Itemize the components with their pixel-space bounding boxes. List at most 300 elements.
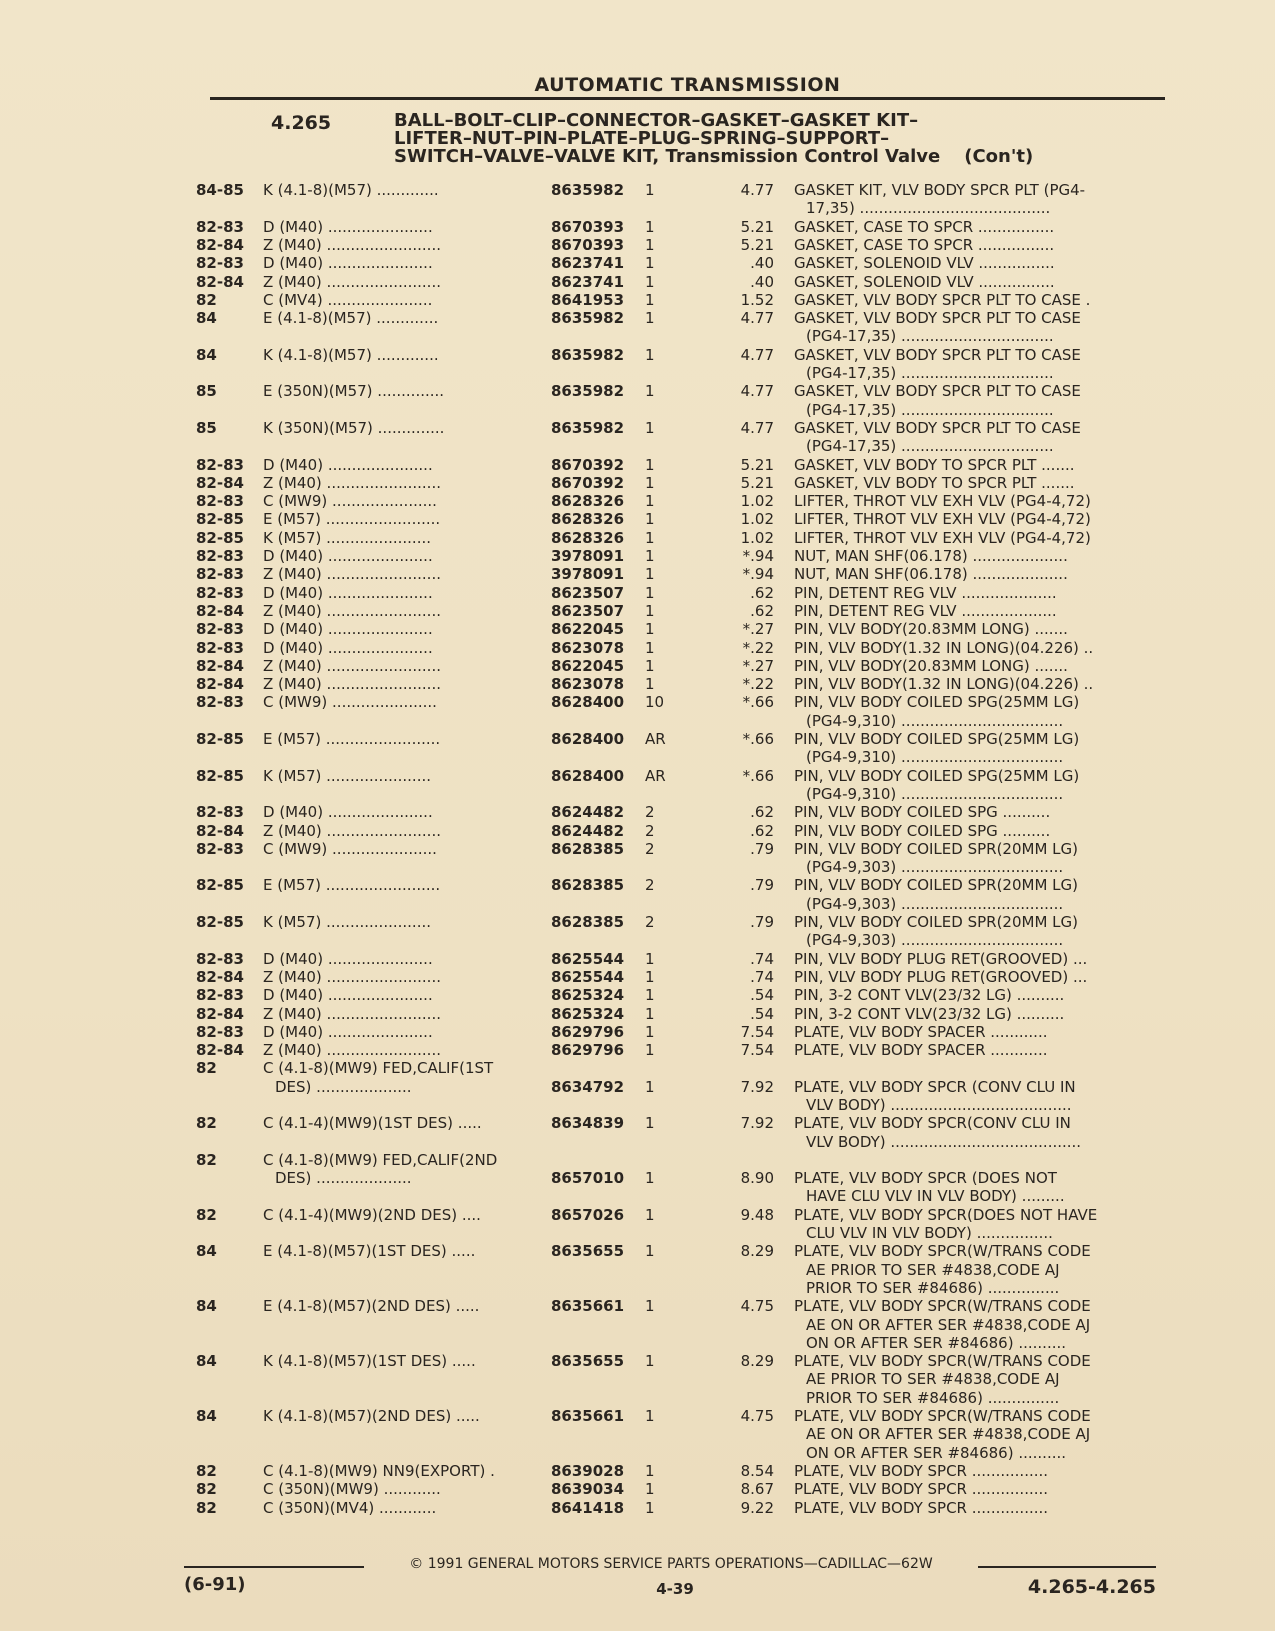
row-quantity: 1 [645, 1004, 655, 1023]
row-part-number: 8623078 [551, 638, 625, 657]
row-description-line: PLATE, VLV BODY SPACER ............ [794, 1041, 1048, 1060]
row-price: 7.92 [740, 1114, 774, 1133]
row-part-number: 8670392 [551, 473, 625, 492]
row-part-number: 8623507 [551, 601, 625, 620]
row-description [794, 1041, 1154, 1059]
row-description [794, 968, 1154, 986]
row-years: 82 [196, 1150, 217, 1169]
row-part-number: 8629796 [551, 1041, 625, 1060]
row-years: 84 [196, 1407, 217, 1426]
row-years: 82-83 [196, 638, 244, 657]
row-part-number: 8628400 [551, 766, 625, 785]
row-description-line: AE ON OR AFTER SER #4838,CODE AJ [806, 1315, 1091, 1334]
row-part-number: 8639034 [551, 1480, 625, 1499]
row-quantity: 1 [645, 510, 655, 529]
table-row [0, 1407, 1275, 1462]
row-part-number: 8623741 [551, 254, 625, 273]
row-description [794, 1480, 1154, 1498]
row-description-line: AE ON OR AFTER SER #4838,CODE AJ [806, 1425, 1091, 1444]
row-description-line: GASKET, VLV BODY TO SPCR PLT ....... [794, 455, 1075, 474]
row-description [794, 840, 1154, 877]
row-price: .79 [750, 913, 774, 931]
row-price: *.22 [742, 638, 774, 657]
table-row [0, 419, 1275, 459]
row-description [794, 309, 1154, 346]
row-quantity: 1 [645, 345, 655, 364]
row-part-number: 8635982 [551, 309, 625, 328]
row-years: 82 [196, 1114, 217, 1133]
row-part-number: 8624482 [551, 803, 625, 822]
row-description-line: PLATE, VLV BODY SPCR (DOES NOT [794, 1169, 1057, 1188]
row-model: C (MW9) ...................... [263, 839, 437, 858]
row-price: 8.90 [740, 1169, 774, 1188]
footer-copyright: © 1991 GENERAL MOTORS SERVICE PARTS OPERATIONS—CADILLAC—62W [409, 1556, 933, 1572]
row-model: C (350N)(MW9) ............ [263, 1480, 441, 1499]
page-header-title: AUTOMATIC TRANSMISSION [534, 74, 841, 96]
row-description-line: PIN, VLV BODY(20.83MM LONG) ....... [794, 620, 1068, 639]
row-model: E (350N)(M57) .............. [263, 382, 445, 401]
row-years: 82-84 [196, 272, 244, 291]
row-part-number: 3978091 [551, 565, 625, 584]
row-part-number: 8628385 [551, 839, 625, 858]
row-model: Z (M40) ........................ [263, 656, 441, 675]
row-description [794, 822, 1154, 840]
row-quantity: 1 [645, 1169, 655, 1188]
row-model: Z (M40) ........................ [263, 1041, 441, 1060]
row-years: 84 [196, 1242, 217, 1261]
row-model: Z (M40) ........................ [263, 1004, 441, 1023]
row-price: *.66 [742, 730, 774, 748]
row-part-number: 3978091 [551, 547, 625, 565]
row-quantity: 1 [645, 1114, 655, 1133]
row-description-line: PIN, VLV BODY(1.32 IN LONG)(04.226) .. [794, 675, 1094, 694]
row-quantity: 1 [645, 1077, 655, 1096]
row-years: 82-84 [196, 967, 244, 986]
row-description-line: PIN, VLV BODY COILED SPG(25MM LG) [794, 693, 1080, 712]
table-row [0, 1352, 1275, 1407]
row-price: .40 [750, 254, 774, 273]
row-part-number: 8634839 [551, 1114, 625, 1133]
row-quantity: 10 [645, 693, 665, 712]
row-description-line: (PG4-9,310) .................................. [806, 711, 1064, 730]
table-row [0, 1150, 1275, 1206]
row-years: 84 [196, 1297, 217, 1316]
row-quantity: 1 [645, 272, 655, 291]
row-price: 4.77 [740, 345, 774, 364]
row-years: 82 [196, 1480, 217, 1499]
row-quantity: 1 [645, 547, 655, 565]
table-row [0, 1206, 1275, 1246]
row-quantity: 1 [645, 638, 655, 657]
row-quantity: 1 [645, 1407, 655, 1426]
row-price: .74 [750, 967, 774, 986]
row-description [794, 382, 1154, 419]
row-description [794, 1078, 1154, 1115]
row-quantity: 1 [645, 1242, 655, 1261]
row-quantity: 1 [645, 1297, 655, 1316]
row-description-line: PIN, VLV BODY(1.32 IN LONG)(04.226) .. [794, 638, 1094, 657]
row-model-line-2: DES) .................... [275, 1077, 412, 1096]
row-model: C (MV4) ...................... [263, 290, 433, 309]
row-part-number: 8625544 [551, 949, 625, 968]
row-part-number: 8622045 [551, 620, 625, 639]
row-model: Z (M40) ........................ [263, 967, 441, 986]
row-price: 4.77 [740, 309, 774, 328]
row-description [794, 565, 1154, 583]
row-description-line: ON OR AFTER SER #84686) .......... [806, 1333, 1067, 1352]
row-model: C (MW9) ...................... [263, 693, 437, 712]
row-years: 82-84 [196, 1041, 244, 1060]
row-quantity: 1 [645, 583, 655, 602]
row-quantity: AR [645, 766, 666, 785]
row-years: 82-84 [196, 656, 244, 675]
row-description [794, 547, 1154, 565]
row-years: 84 [196, 345, 217, 364]
row-price: 7.54 [740, 1041, 774, 1060]
row-model-line-1: C (4.1-8)(MW9) FED,CALIF(2ND [263, 1150, 498, 1169]
row-years: 82-85 [196, 766, 244, 785]
row-description-line: PLATE, VLV BODY SPCR(W/TRANS CODE [794, 1297, 1091, 1316]
row-model: D (M40) ...................... [263, 547, 433, 565]
row-description-line: (PG4-17,35) ................................ [806, 327, 1054, 346]
row-quantity: AR [645, 730, 666, 748]
row-description-line: (PG4-17,35) ................................ [806, 400, 1054, 419]
table-row [0, 1499, 1275, 1539]
row-price: *.66 [742, 766, 774, 785]
table-row [0, 767, 1275, 807]
row-model: K (4.1-8)(M57)(1ST DES) ..... [263, 1352, 476, 1371]
row-years: 82 [196, 1205, 217, 1224]
row-price: .62 [750, 601, 774, 620]
row-description-line: ON OR AFTER SER #84686) .......... [806, 1443, 1067, 1462]
row-description-line: (PG4-9,303) .................................. [806, 894, 1064, 913]
row-years: 82-83 [196, 217, 244, 236]
row-years: 82-83 [196, 693, 244, 712]
row-price: 8.54 [740, 1462, 774, 1480]
row-description [794, 1407, 1154, 1462]
row-years: 82-84 [196, 601, 244, 620]
row-part-number: 8628400 [551, 693, 625, 712]
row-years: 84 [196, 1352, 217, 1371]
section-number: 4.265 [271, 112, 332, 134]
row-years: 82-83 [196, 455, 244, 474]
row-model: C (4.1-8)(MW9) NN9(EXPORT) . [263, 1462, 495, 1480]
row-description-line: PLATE, VLV BODY SPCR(W/TRANS CODE [794, 1407, 1091, 1426]
row-model: Z (M40) ........................ [263, 565, 441, 584]
row-price: 9.22 [740, 1498, 774, 1517]
row-years: 82 [196, 1059, 217, 1078]
row-quantity: 2 [645, 913, 655, 931]
row-part-number: 8635982 [551, 181, 625, 199]
row-description-line: AE PRIOR TO SER #4838,CODE AJ [806, 1260, 1060, 1279]
row-description-line: PIN, VLV BODY(20.83MM LONG) ....... [794, 656, 1068, 675]
table-row [0, 309, 1275, 349]
row-quantity: 1 [645, 656, 655, 675]
row-description-line: PLATE, VLV BODY SPCR ................ [794, 1462, 1049, 1480]
row-model: Z (M40) ........................ [263, 821, 441, 840]
row-model: D (M40) ...................... [263, 620, 433, 639]
row-price: .54 [750, 986, 774, 1005]
row-model [263, 1059, 546, 1096]
row-years: 82-83 [196, 620, 244, 639]
row-description-line: GASKET, VLV BODY TO SPCR PLT ....... [794, 473, 1075, 492]
row-description [794, 1206, 1154, 1243]
row-description-line: (PG4-9,303) .................................. [806, 858, 1064, 877]
row-description-line: GASKET KIT, VLV BODY SPCR PLT (PG4- [794, 181, 1086, 199]
row-part-number: 8625324 [551, 1004, 625, 1023]
row-quantity: 2 [645, 876, 655, 895]
row-years: 82-85 [196, 510, 244, 529]
section-title-line-1: BALL–BOLT–CLIP–CONNECTOR–GASKET–GASKET KIT– [394, 110, 919, 131]
row-part-number: 8628400 [551, 730, 625, 748]
row-part-number: 8641418 [551, 1498, 625, 1517]
row-description-line: 17,35) ........................................ [806, 199, 1051, 218]
row-quantity: 1 [645, 1480, 655, 1499]
row-quantity: 1 [645, 1498, 655, 1517]
row-years: 84 [196, 309, 217, 328]
row-description-line: GASKET, VLV BODY SPCR PLT TO CASE [794, 418, 1081, 437]
row-model: C (MW9) ...................... [263, 492, 437, 511]
row-description [794, 620, 1154, 638]
row-years: 82-83 [196, 1022, 244, 1041]
row-description [794, 1499, 1154, 1517]
row-price: 1.02 [740, 528, 774, 547]
row-description [794, 254, 1154, 272]
row-price: .54 [750, 1004, 774, 1023]
row-price: .79 [750, 839, 774, 858]
row-years: 82-83 [196, 547, 244, 565]
row-years: 82-83 [196, 949, 244, 968]
row-description [794, 474, 1154, 492]
table-row [0, 1114, 1275, 1154]
row-description-line: PRIOR TO SER #84686) ............... [806, 1388, 1060, 1407]
row-description-line: (PG4-17,35) ................................ [806, 363, 1054, 382]
row-quantity: 1 [645, 620, 655, 639]
row-price: 5.21 [740, 455, 774, 474]
row-part-number: 8625324 [551, 986, 625, 1005]
table-row [0, 913, 1275, 953]
row-description-line: PLATE, VLV BODY SPCR ................ [794, 1498, 1049, 1517]
row-description-line: PLATE, VLV BODY SPCR (CONV CLU IN [794, 1077, 1076, 1096]
row-quantity: 1 [645, 1205, 655, 1224]
row-quantity: 1 [645, 1352, 655, 1371]
row-years: 82-83 [196, 986, 244, 1005]
row-description [794, 602, 1154, 620]
row-description [794, 675, 1154, 693]
row-description [794, 657, 1154, 675]
row-model: E (4.1-8)(M57) ............. [263, 309, 439, 328]
row-model: K (M57) ...................... [263, 528, 432, 547]
row-years: 85 [196, 418, 217, 437]
row-description [794, 693, 1154, 730]
row-description-line: GASKET, VLV BODY SPCR PLT TO CASE . [794, 290, 1091, 309]
row-years: 82-84 [196, 1004, 244, 1023]
row-description-line: LIFTER, THROT VLV EXH VLV (PG4-4,72) [794, 492, 1091, 511]
row-description [794, 1462, 1154, 1480]
row-description-line: PIN, VLV BODY COILED SPR(20MM LG) [794, 913, 1078, 931]
row-part-number: 8634792 [551, 1077, 625, 1096]
row-description [794, 236, 1154, 254]
row-part-number: 8635655 [551, 1352, 625, 1371]
row-model: D (M40) ...................... [263, 986, 433, 1005]
row-price: .62 [750, 803, 774, 822]
row-model: Z (M40) ........................ [263, 473, 441, 492]
row-years: 82-83 [196, 254, 244, 273]
row-model: D (M40) ...................... [263, 949, 433, 968]
row-price: .40 [750, 272, 774, 291]
row-quantity: 1 [645, 1022, 655, 1041]
row-part-number: 8628326 [551, 492, 625, 511]
row-quantity: 1 [645, 217, 655, 236]
row-part-number: 8623741 [551, 272, 625, 291]
row-model: E (4.1-8)(M57)(2ND DES) ..... [263, 1297, 480, 1316]
row-model: E (4.1-8)(M57)(1ST DES) ..... [263, 1242, 476, 1261]
row-description [794, 291, 1154, 309]
row-years: 82 [196, 290, 217, 309]
row-quantity: 1 [645, 601, 655, 620]
row-part-number: 8670392 [551, 455, 625, 474]
row-description [794, 913, 1154, 950]
continued-label: (Con't) [964, 146, 1034, 167]
row-quantity: 1 [645, 473, 655, 492]
row-years: 82-85 [196, 876, 244, 895]
row-years: 82-83 [196, 839, 244, 858]
row-description-line: GASKET, SOLENOID VLV ................ [794, 254, 1055, 273]
row-description [794, 492, 1154, 510]
row-description-line: PLATE, VLV BODY SPACER ............ [794, 1022, 1048, 1041]
row-description [794, 767, 1154, 804]
footer-date: (6-91) [184, 1574, 246, 1595]
table-row [0, 1059, 1275, 1114]
row-description [794, 1169, 1154, 1206]
row-part-number: 8622045 [551, 656, 625, 675]
row-part-number: 8635661 [551, 1407, 625, 1426]
row-description [794, 529, 1154, 547]
row-quantity: 1 [645, 290, 655, 309]
row-part-number: 8635982 [551, 382, 625, 401]
row-model: Z (M40) ........................ [263, 675, 441, 694]
row-description-line: VLV BODY) ...................................... [806, 1095, 1072, 1114]
row-description-line: PIN, VLV BODY COILED SPR(20MM LG) [794, 839, 1078, 858]
table-row [0, 876, 1275, 916]
row-model: D (M40) ...................... [263, 638, 433, 657]
row-model: Z (M40) ........................ [263, 272, 441, 291]
row-quantity: 1 [645, 455, 655, 474]
row-description-line: NUT, MAN SHF(06.178) .................... [794, 547, 1068, 565]
row-description-line: (PG4-17,35) ................................ [806, 437, 1054, 456]
row-price: 8.29 [740, 1352, 774, 1371]
row-model: D (M40) ...................... [263, 583, 433, 602]
row-part-number: 8639028 [551, 1462, 625, 1480]
row-price: 4.77 [740, 382, 774, 401]
row-description [794, 510, 1154, 528]
row-part-number: 8641953 [551, 290, 625, 309]
row-description-line: GASKET, SOLENOID VLV ................ [794, 272, 1055, 291]
row-description [794, 456, 1154, 474]
row-part-number: 8628385 [551, 913, 625, 931]
table-row [0, 1297, 1275, 1352]
row-model: E (M57) ........................ [263, 730, 441, 748]
row-description [794, 1023, 1154, 1041]
row-model: K (4.1-8)(M57)(2ND DES) ..... [263, 1407, 480, 1426]
row-description-line: PLATE, VLV BODY SPCR ................ [794, 1480, 1049, 1499]
row-price: 4.75 [740, 1297, 774, 1316]
row-description-line: PIN, 3-2 CONT VLV(23/32 LG) .......... [794, 1004, 1065, 1023]
row-price: 4.77 [740, 181, 774, 199]
row-description-line: PIN, VLV BODY PLUG RET(GROOVED) ... [794, 949, 1088, 968]
row-description-line: (PG4-9,303) .................................. [806, 931, 1064, 950]
row-description-line: LIFTER, THROT VLV EXH VLV (PG4-4,72) [794, 528, 1091, 547]
row-description [794, 1114, 1154, 1151]
row-model: Z (M40) ........................ [263, 601, 441, 620]
row-model [263, 1151, 546, 1188]
row-price: .62 [750, 821, 774, 840]
row-description-line: CLU VLV IN VLV BODY) ................ [806, 1224, 1053, 1243]
table-row [0, 840, 1275, 880]
row-description-line: (PG4-9,310) .................................. [806, 784, 1064, 803]
row-quantity: 1 [645, 1462, 655, 1480]
row-quantity: 1 [645, 565, 655, 584]
row-quantity: 1 [645, 492, 655, 511]
row-years: 82-84 [196, 235, 244, 254]
row-description-line: (PG4-9,310) .................................. [806, 748, 1064, 767]
row-description [794, 1352, 1154, 1407]
row-description-line: PIN, VLV BODY PLUG RET(GROOVED) ... [794, 967, 1088, 986]
row-model: D (M40) ...................... [263, 254, 433, 273]
row-years: 82-83 [196, 565, 244, 584]
row-quantity: 1 [645, 675, 655, 694]
row-price: 5.21 [740, 473, 774, 492]
row-quantity: 2 [645, 839, 655, 858]
row-description-line: PIN, DETENT REG VLV .................... [794, 583, 1057, 602]
row-description [794, 1242, 1154, 1297]
row-years: 82-83 [196, 492, 244, 511]
row-price: 1.02 [740, 510, 774, 529]
row-quantity: 1 [645, 1041, 655, 1060]
row-model-line-2: DES) .................... [275, 1169, 412, 1188]
row-price: 7.54 [740, 1022, 774, 1041]
row-price: *.66 [742, 693, 774, 712]
row-model: D (M40) ...................... [263, 455, 433, 474]
row-part-number: 8657026 [551, 1205, 625, 1224]
row-description-line: PIN, VLV BODY COILED SPG(25MM LG) [794, 766, 1080, 785]
row-description-line: PIN, VLV BODY COILED SPR(20MM LG) [794, 876, 1078, 895]
row-years: 82-84 [196, 821, 244, 840]
row-model: E (M57) ........................ [263, 876, 441, 895]
row-description-line: PLATE, VLV BODY SPCR(W/TRANS CODE [794, 1352, 1091, 1371]
row-description [794, 986, 1154, 1004]
row-years: 82-84 [196, 675, 244, 694]
row-quantity: 1 [645, 418, 655, 437]
row-description-line: GASKET, CASE TO SPCR ................ [794, 217, 1055, 236]
row-part-number: 8670393 [551, 235, 625, 254]
row-years: 82-83 [196, 803, 244, 822]
row-price: 7.92 [740, 1077, 774, 1096]
row-years: 84-85 [196, 181, 244, 199]
row-price: .74 [750, 949, 774, 968]
row-description-line: NUT, MAN SHF(06.178) .................... [794, 565, 1068, 584]
row-description-line: LIFTER, THROT VLV EXH VLV (PG4-4,72) [794, 510, 1091, 529]
row-part-number: 8670393 [551, 217, 625, 236]
row-model: D (M40) ...................... [263, 803, 433, 822]
row-description [794, 1005, 1154, 1023]
row-price: 5.21 [740, 217, 774, 236]
row-price: 4.77 [740, 418, 774, 437]
row-years: 82-83 [196, 583, 244, 602]
row-price: *.27 [742, 656, 774, 675]
row-description-line: PIN, VLV BODY COILED SPG .......... [794, 803, 1051, 822]
table-row [0, 346, 1275, 386]
